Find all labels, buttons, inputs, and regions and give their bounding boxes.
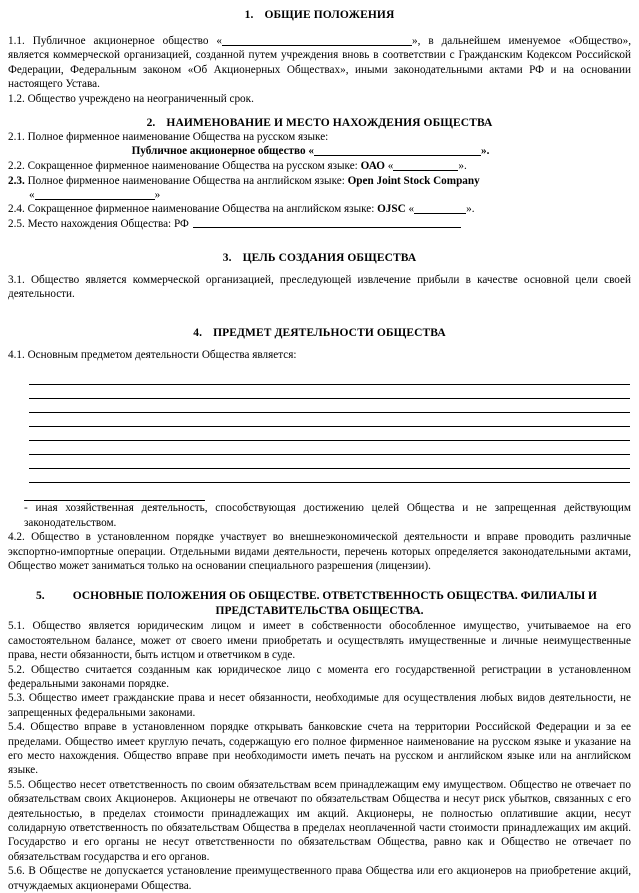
section-title-4: ПРЕДМЕТ ДЕЯТЕЛЬНОСТИ ОБЩЕСТВА — [213, 326, 446, 339]
clause-1-1-prefix: 1.1. Публичное акционерное общество « — [8, 35, 222, 47]
section-number-5: 5. — [36, 590, 45, 603]
section-title-3: ЦЕЛЬ СОЗДАНИЯ ОБЩЕСТВА — [242, 252, 417, 265]
spacer-after-heading-1 — [8, 22, 631, 34]
clause-2-4-form: OJSC — [377, 203, 406, 216]
spacer-before-heading-4 — [8, 302, 631, 326]
activity-blank-lines — [8, 371, 631, 501]
section-heading-5 — [8, 589, 631, 619]
spacer-after-heading-3 — [8, 265, 631, 273]
clause-2-5-text: 2.5. Место нахождения Общества: РФ — [8, 217, 189, 230]
clause-4-2: 4.2. Общество в установленном порядке участвует во внешнеэкономической деятельности и вправе проводить различные экспортно-импортные операции. Отдельными видами деятельности, перечень которых определяется законодательными актами, Общество может заниматься только на основании специального разрешения (лицензии). — [8, 531, 631, 572]
activity-blank-line[interactable] — [29, 455, 630, 469]
clause-2-1-value — [8, 144, 631, 159]
clause-2-1-value-prefix: Публичное акционерное общество « — [131, 145, 314, 158]
clause-3-1: 3.1. Общество является коммерческой организацией, преследующей извлечение прибыли в качестве основной цели своей деятельности. — [8, 274, 631, 301]
clause-2-1-label: 2.1. Полное фирменное наименование Общества на русском языке: — [8, 131, 329, 144]
clause-2-2-suffix: ». — [458, 160, 467, 173]
section-title-5-line2: ПРЕДСТАВИТЕЛЬСТВА ОБЩЕСТВА. — [215, 605, 424, 618]
clause-2-3-text: Полное фирменное наименование Общества на английском языке: — [24, 174, 348, 187]
full-name-ru-blank[interactable] — [314, 145, 481, 156]
clause-4-1: 4.1. Основным предметом деятельности Общества является: — [8, 348, 297, 361]
company-name-blank-ru[interactable] — [222, 35, 412, 46]
clause-2-2-form: ОАО — [360, 160, 385, 173]
clause-2-3-number: 2.3. — [8, 174, 25, 187]
section-heading-4 — [8, 326, 631, 340]
clause-5-5: 5.5. Общество несет ответственность по своим обязательствам всем принадлежащим ему имуществом. Общество не отвечает по обязательствам своих Акционеров. Акционеры не отвечают по обязательствам Общества и несут риск убытков, связанных с его деятельностью, в пределах стоимости принадлежащих им акций. Акционеры, не полностью оплатившие акции, несут солидарную ответственность по обязательствам Общества в пределах неоплаченной части стоимости принадлежащих им акций. Государство и его органы не несут ответственности по обязательствам Общества, равно как и Общество не отвечает по обязательствам государства и его органов. — [8, 778, 631, 863]
clause-2-2-quote: « — [384, 160, 394, 173]
section-title-5-line1: ОСНОВНЫЕ ПОЛОЖЕНИЯ ОБ ОБЩЕСТВЕ. ОТВЕТСТВЕННОСТЬ ОБЩЕСТВА. ФИЛИАЛЫ И — [72, 590, 597, 603]
spacer-before-heading-5 — [8, 573, 631, 589]
short-name-ru-blank[interactable] — [393, 160, 458, 171]
clause-5-3: 5.3. Общество имеет гражданские права и несет обязанности, необходимые для осуществления любых видов деятельности, не запрещенных федеральными законами. — [8, 692, 631, 719]
clause-2-3 — [8, 174, 631, 188]
clause-2-3-quote-open: « — [29, 189, 35, 202]
clause-1-1-suffix: », в дальнейшем именуемое «Общество», является коммерческой организацией, созданной путем учреждения вновь в соответствии с Гражданским Кодексом Российской Федерации, Федеральным законом «Об Акционерных Обществах», иными законодательными актами РФ и на основании настоящего Устава. — [8, 35, 631, 91]
clause-2-2 — [8, 159, 631, 173]
clause-5-6: 5.6. В Обществе не допускается установление преимущественного права Общества или его акционеров на приобретение акций, отчуждаемых акционерами Общества. — [8, 865, 631, 892]
clause-2-4-prefix: 2.4. Сокращенное фирменное наименование Общества на английском языке: — [8, 203, 378, 216]
clause-2-1-value-suffix: ». — [481, 145, 490, 158]
activity-blank-line[interactable] — [29, 441, 630, 455]
clause-5-4: 5.4. Общество вправе в установленном порядке открывать банковские счета на территории Российской Федерации и за ее пределами. Общество имеет круглую печать, содержащую его полное фирменное наименование на русском языке и указание на его место нахождения. Общество вправе при необходимости иметь печать на русском и английском языке или на английском языке. — [8, 721, 631, 777]
activity-blank-line[interactable] — [29, 371, 630, 385]
address-blank[interactable] — [193, 218, 461, 228]
activity-blank-line[interactable] — [29, 469, 630, 483]
section-heading-3 — [8, 251, 631, 265]
clause-1-1 — [8, 34, 631, 92]
activity-blank-line[interactable] — [29, 399, 630, 413]
activity-blank-line[interactable] — [29, 427, 630, 441]
clause-5-2: 5.2. Общество считается созданным как юридическое лицо с момента его государственной регистрации в установленном федеральными законами порядке. — [8, 663, 631, 690]
section-number-4: 4. — [193, 326, 203, 339]
clause-2-4 — [8, 202, 631, 216]
activity-blank-line[interactable] — [29, 413, 630, 427]
full-name-en-blank[interactable] — [35, 189, 155, 200]
clause-2-5 — [8, 217, 631, 231]
short-name-en-blank[interactable] — [414, 203, 466, 214]
clause-4-1-tail: - иная хозяйственная деятельность, способствующая достижению целей Общества и не запрещенная действующим законодательством. — [24, 502, 631, 529]
section-heading-1 — [8, 8, 631, 22]
spacer-after-heading-4 — [8, 340, 631, 348]
spacer-before-heading-2 — [8, 106, 631, 116]
clause-2-3-line2 — [8, 188, 631, 202]
clause-1-2: 1.2. Общество учреждено на неограниченный срок. — [8, 92, 254, 105]
clause-2-3-quote-close: » — [154, 189, 161, 202]
clause-2-4-suffix: ». — [466, 203, 475, 216]
section-title-2: НАИМЕНОВАНИЕ И МЕСТО НАХОЖДЕНИЯ ОБЩЕСТВА — [166, 117, 493, 130]
section-heading-2 — [8, 116, 631, 130]
activity-blank-line-short[interactable] — [24, 487, 205, 501]
clause-2-2-prefix: 2.2. Сокращенное фирменное наименование Общества на русском языке: — [8, 160, 361, 173]
section-number-3: 3. — [222, 252, 232, 265]
section-title-1: ОБЩИЕ ПОЛОЖЕНИЯ — [264, 9, 395, 21]
clause-2-4-quote: « — [405, 203, 415, 216]
section-number-2: 2. — [146, 117, 156, 130]
activity-blank-line[interactable] — [29, 385, 630, 399]
spacer-before-heading-3 — [8, 231, 631, 251]
top-spacer — [8, 0, 631, 8]
clause-2-3-eng-form: Open Joint Stock Company — [347, 174, 480, 187]
clause-5-1: 5.1. Общество является юридическим лицом и имеет в собственности обособленное имущество, учитываемое на его самостоятельном балансе, может от своего имени приобретать и осуществлять имущественные и личные неимущественные права, нести обязанности, быть истцом и ответчиком в суде. — [8, 620, 631, 662]
section-number-1: 1. — [244, 9, 254, 21]
